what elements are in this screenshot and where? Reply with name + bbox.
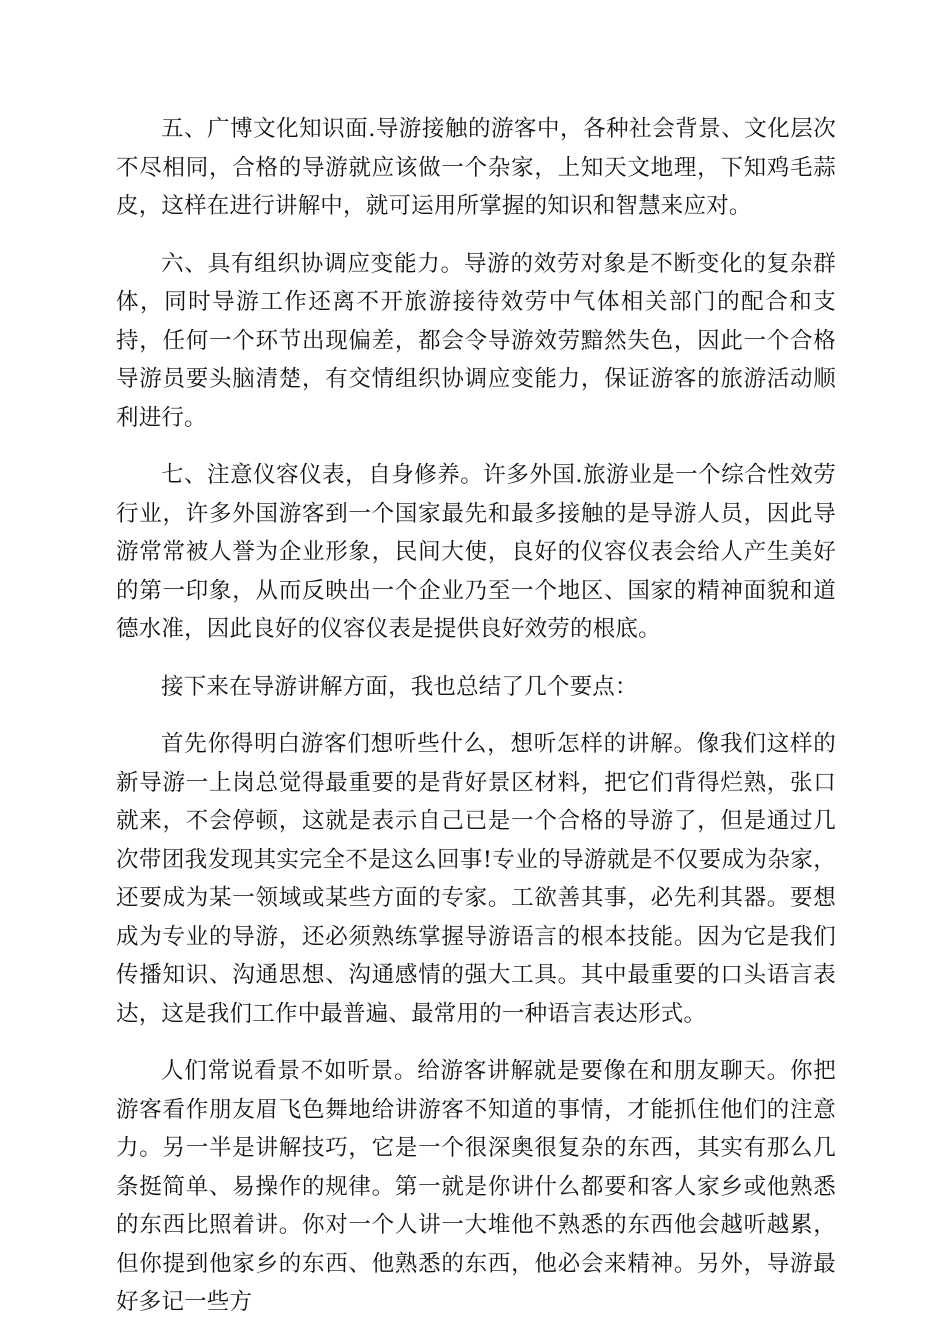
paragraph-seven-appearance: 七、注意仪容仪表，自身修养。许多外国.旅游业是一个综合性效劳行业，许多外国游客到一个国家最先和最多接触的是导游人员，因此导游常常被人誉为企业形象，民间大使，良好的仪容仪表会给人产生美好的第一印象，从而反映出一个企业乃至一个地区、国家的精神面貌和道德水准，因此良好的仪容仪表是提供良好效劳的根底。 — [116, 462, 836, 642]
document-page — [116, 110, 836, 1341]
paragraph-six-coordination: 六、具有组织协调应变能力。导游的效劳对象是不断变化的复杂群体，同时导游工作还离不开旅游接待效劳中气体相关部门的配合和支持，任何一个环节出现偏差，都会令导游效劳黯然失色，因此一个合格导游员要头脑清楚，有交情组织协调应变能力，保证游客的旅游活动顺利进行。 — [116, 250, 836, 431]
paragraph-listening-tips: 人们常说看景不如听景。给游客讲解就是要像在和朋友聊天。你把游客看作朋友眉飞色舞地给讲游客不知道的事情，才能抓住他们的注意力。另一半是讲解技巧，它是一个很深奥很复杂的东西，其实有那么几条挺简单、易操作的规律。第一就是你讲什么都要和客人家乡或他熟悉的东西比照着讲。你对一个人讲一大堆他不熟悉的东西他会越听越累，但你提到他家乡的东西、他熟悉的东西，他必会来精神。另外，导游最好多记一些方 — [116, 1058, 836, 1315]
paragraph-five-culture-knowledge: 五、广博文化知识面.导游接触的游客中，各种社会背景、文化层次不尽相同，合格的导游就应该做一个杂家，上知天文地理，下知鸡毛蒜皮，这样在进行讲解中，就可运用所掌握的知识和智慧来应对。 — [116, 116, 836, 219]
paragraph-summary-intro: 接下来在导游讲解方面，我也总结了几个要点： — [161, 673, 638, 700]
paragraph-first-point: 首先你得明白游客们想听些什么，想听怎样的讲解。像我们这样的新导游一上岗总觉得最重要的是背好景区材料，把它们背得烂熟，张口就来，不会停顿，这就是表示自己已是一个合格的导游了，但是通过几次带团我发现其实完全不是这么回事!专业的导游就是不仅要成为杂家，还要成为某一领域或某些方面的专家。工欲善其事，必先利其器。要想成为专业的导游，还必须熟练掌握导游语言的根本技能。因为它是我们传播知识、沟通思想、沟通感情的强大工具。其中最重要的口头语言表达，这是我们工作中最普遍、最常用的一种语言表达形式。 — [116, 731, 836, 1027]
